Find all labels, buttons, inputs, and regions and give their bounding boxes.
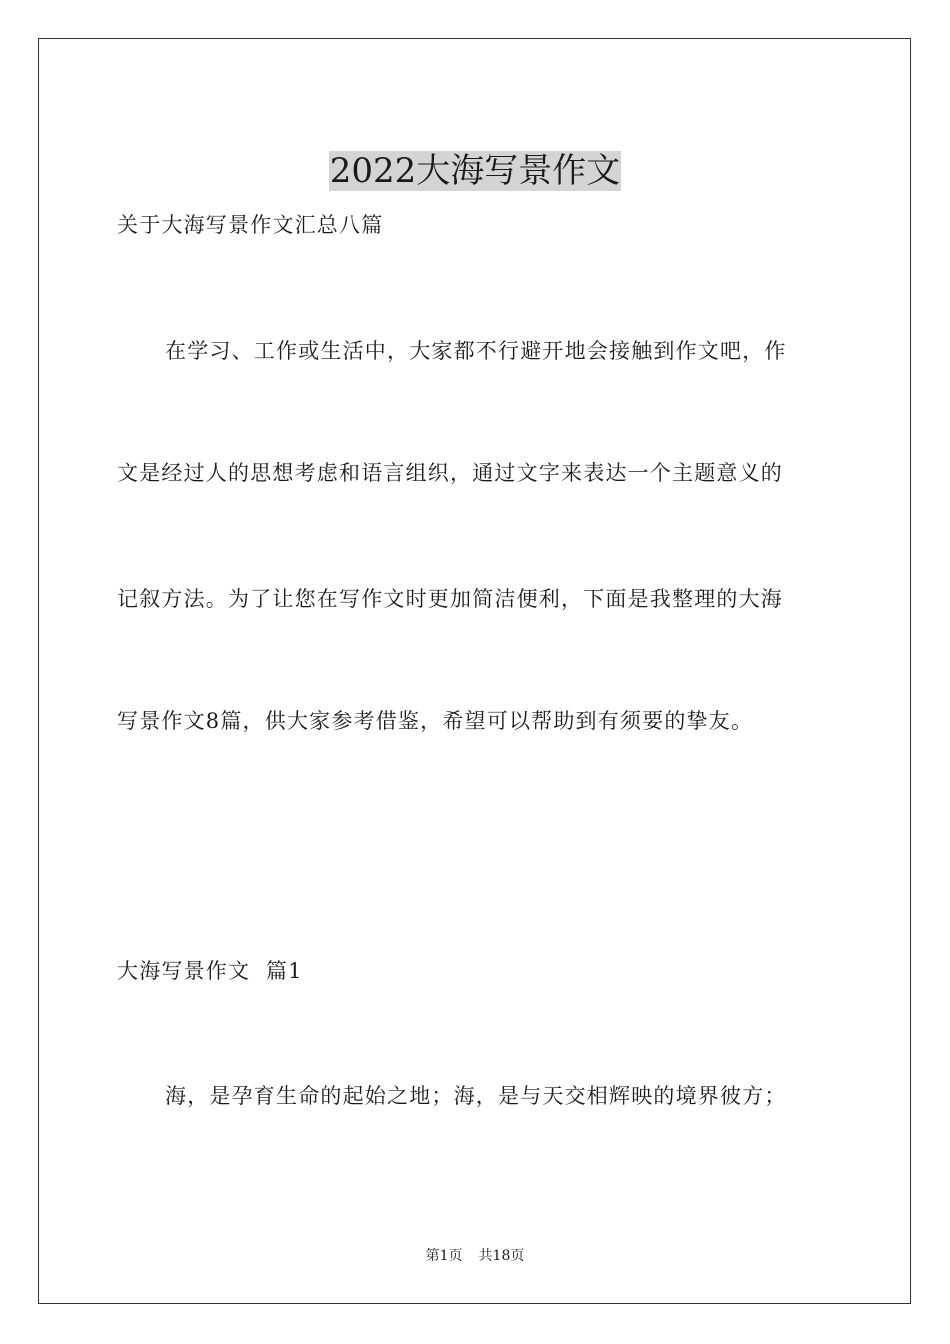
intro-line-1: 在学习、工作或生活中，大家都不行避开地会接触到作文吧，作 bbox=[165, 339, 787, 363]
page-total: 共18页 bbox=[478, 1248, 525, 1264]
intro-line-4: 写景作文8篇，供大家参考借鉴，希望可以帮助到有须要的挚友。 bbox=[117, 709, 754, 733]
document-title-text: 2022大海写景作文 bbox=[329, 150, 621, 191]
page-footer bbox=[0, 1246, 950, 1266]
document-title bbox=[0, 149, 950, 193]
section-heading: 大海写景作文 篇1 bbox=[117, 959, 303, 983]
page-number: 第1页 bbox=[425, 1248, 463, 1264]
document-subtitle: 关于大海写景作文汇总八篇 bbox=[117, 213, 384, 237]
intro-line-2: 文是经过人的思想考虑和语言组织，通过文字来表达一个主题意义的 bbox=[117, 461, 783, 485]
section-paragraph-line-1: 海，是孕育生命的起始之地；海，是与天交相辉映的境界彼方； bbox=[165, 1084, 787, 1108]
intro-line-3: 记叙方法。为了让您在写作文时更加简洁便利，下面是我整理的大海 bbox=[117, 587, 783, 611]
